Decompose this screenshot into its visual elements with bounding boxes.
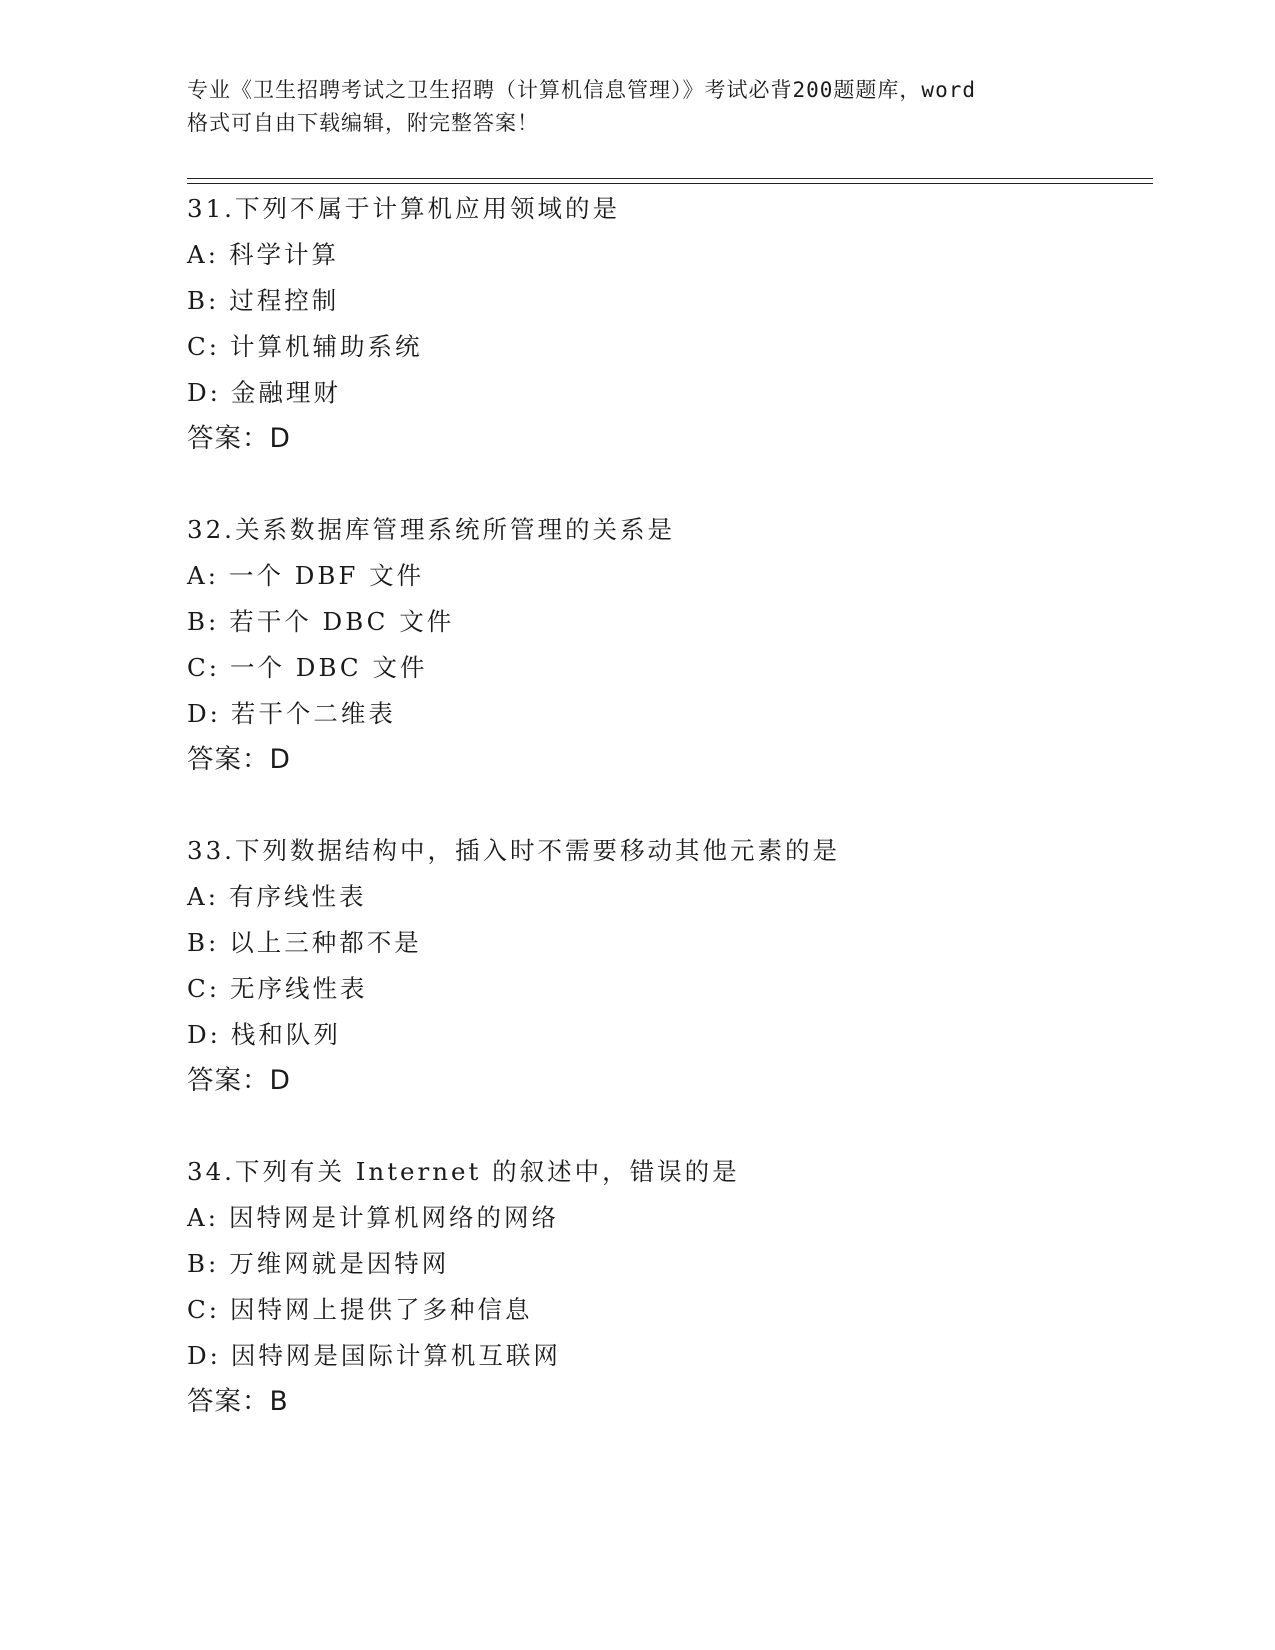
option-key: B:: [187, 1249, 220, 1278]
option-text: 过程控制: [229, 286, 340, 315]
option-text: 一个 DBC 文件: [230, 653, 428, 682]
option-key: C:: [187, 653, 221, 682]
option-key: C:: [187, 974, 221, 1003]
option-key: A:: [187, 561, 219, 590]
option-text: 因特网是国际计算机互联网: [230, 1341, 561, 1370]
option-text: 一个 DBF 文件: [228, 561, 425, 590]
option-a: [187, 874, 1147, 920]
option-b: [187, 278, 1147, 324]
question-34: [187, 1149, 1147, 1425]
header-line-1: 专业《卫生招聘考试之卫生招聘（计算机信息管理）》考试必背200题题库，word: [187, 78, 976, 102]
question-list: [187, 186, 1147, 1425]
option-key: D:: [187, 1341, 221, 1370]
question-31: [187, 186, 1147, 462]
question-32: [187, 507, 1147, 783]
option-key: C:: [187, 332, 221, 361]
answer-line: 答案：B: [187, 1386, 289, 1417]
option-d: [187, 1012, 1147, 1058]
option-key: D:: [187, 699, 221, 728]
option-d: [187, 1333, 1147, 1379]
option-text: 金融理财: [230, 378, 341, 407]
option-key: A:: [187, 1203, 219, 1232]
answer-line: 答案：D: [187, 423, 291, 454]
option-key: D:: [187, 378, 221, 407]
option-c: [187, 1287, 1147, 1333]
header-divider-bottom: [187, 183, 1153, 184]
option-key: A:: [187, 882, 219, 911]
option-c: [187, 324, 1147, 370]
option-text: 以上三种都不是: [229, 928, 422, 957]
question-stem: 31.下列不属于计算机应用领域的是: [187, 194, 620, 223]
header-divider-top: [187, 178, 1153, 179]
answer-line: 答案：D: [187, 744, 291, 775]
option-key: A:: [187, 240, 219, 269]
option-text: 万维网就是因特网: [229, 1249, 450, 1278]
option-b: [187, 599, 1147, 645]
question-stem: 32.关系数据库管理系统所管理的关系是: [187, 515, 675, 544]
option-text: 若干个二维表: [230, 699, 396, 728]
option-key: B:: [187, 607, 220, 636]
option-c: [187, 966, 1147, 1012]
option-b: [187, 1241, 1147, 1287]
option-key: D:: [187, 1020, 221, 1049]
option-c: [187, 645, 1147, 691]
option-key: C:: [187, 1295, 221, 1324]
option-b: [187, 920, 1147, 966]
option-a: [187, 1195, 1147, 1241]
question-33: [187, 828, 1147, 1104]
option-text: 因特网上提供了多种信息: [230, 1295, 533, 1324]
option-key: B:: [187, 286, 220, 315]
option-text: 若干个 DBC 文件: [229, 607, 455, 636]
option-text: 无序线性表: [230, 974, 368, 1003]
option-d: [187, 370, 1147, 416]
option-text: 计算机辅助系统: [230, 332, 423, 361]
option-text: 因特网是计算机网络的网络: [228, 1203, 559, 1232]
question-stem: 34.下列有关 Internet 的叙述中，错误的是: [187, 1157, 740, 1186]
document-header: [187, 74, 1087, 140]
option-text: 科学计算: [228, 240, 339, 269]
option-d: [187, 691, 1147, 737]
question-stem: 33.下列数据结构中，插入时不需要移动其他元素的是: [187, 836, 840, 865]
option-a: [187, 232, 1147, 278]
option-text: 有序线性表: [228, 882, 367, 911]
header-line-2: 格式可自由下载编辑，附完整答案！: [187, 111, 539, 135]
option-a: [187, 553, 1147, 599]
answer-line: 答案：D: [187, 1065, 291, 1096]
option-key: B:: [187, 928, 220, 957]
option-text: 栈和队列: [230, 1020, 341, 1049]
